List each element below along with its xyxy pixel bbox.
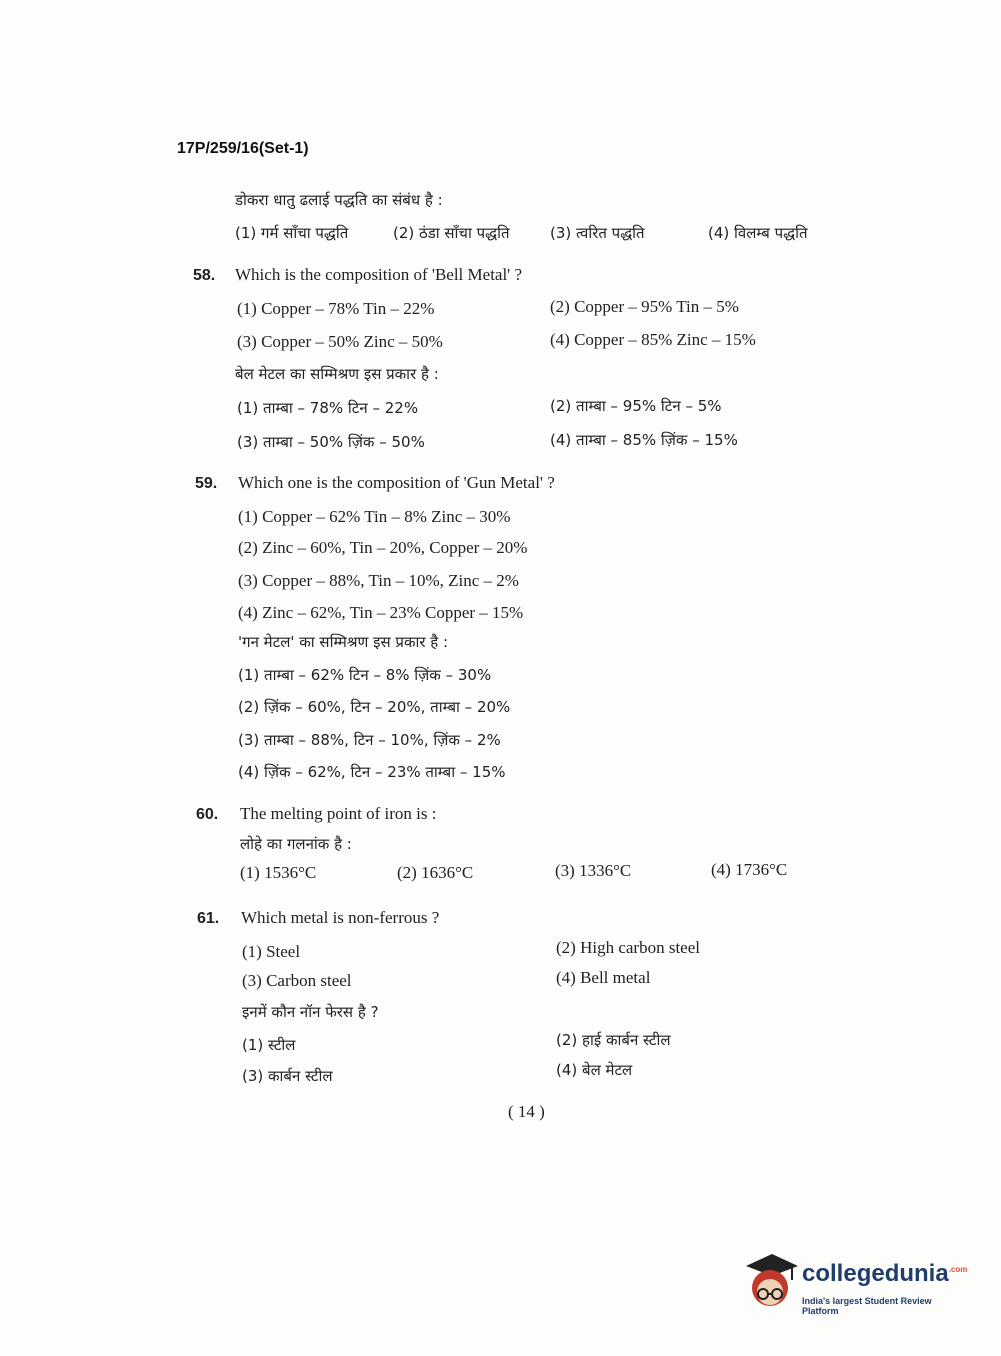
q58-question: Which is the composition of 'Bell Metal' ?: [235, 265, 523, 284]
q61-option-4: (4) Bell metal: [556, 968, 651, 987]
q59-option-3: (3) Copper – 88%, Tin – 10%, Zinc – 2%: [238, 571, 519, 590]
q61-option-3: (3) Carbon steel: [242, 971, 352, 990]
q60-option-2: (2) 1636°C: [397, 863, 474, 882]
q61-option-1: (1) Steel: [242, 942, 301, 961]
logo-wordmark: collegedunia$^{.com}$: [802, 1260, 968, 1287]
q61-hindi-option-4: (4) बेल मेटल: [556, 1061, 633, 1079]
page-number: ( 14 ): [508, 1102, 545, 1121]
collegedunia-logo[interactable]: [742, 1250, 970, 1320]
logo-tagline: India's largest Student Review Platform: [802, 1296, 932, 1316]
q59-option-2: (2) Zinc – 60%, Tin – 20%, Copper – 20%: [238, 538, 528, 557]
q60-option-3: (3) 1336°C: [555, 861, 632, 880]
q57-hindi-option-4: (4) विलम्ब पद्धति: [708, 224, 808, 242]
q57-hindi-option-3: (3) त्वरित पद्धति: [550, 224, 645, 242]
mascot-icon: [742, 1250, 798, 1314]
q58-option-3: (3) Copper – 50% Zinc – 50%: [237, 332, 443, 351]
q59-hindi-option-4: (4) ज़िंक – 62%, टिन – 23% ताम्बा – 15%: [238, 763, 506, 781]
q60-option-1: (1) 1536°C: [240, 863, 317, 882]
q58-option-4: (4) Copper – 85% Zinc – 15%: [550, 330, 756, 349]
q58-option-1: (1) Copper – 78% Tin – 22%: [237, 299, 435, 318]
q58-hindi-option-2: (2) ताम्बा – 95% टिन – 5%: [550, 397, 722, 415]
q60-option-4: (4) 1736°C: [711, 860, 788, 879]
q58-option-2: (2) Copper – 95% Tin – 5%: [550, 297, 739, 316]
q58-hindi-option-3: (3) ताम्बा – 50% ज़िंक – 50%: [237, 433, 425, 451]
q59-hindi-option-1: (1) ताम्बा – 62% टिन – 8% ज़िंक – 30%: [238, 666, 492, 684]
q58-hindi-option-4: (4) ताम्बा – 85% ज़िंक – 15%: [550, 431, 738, 449]
q59-hindi-option-2: (2) ज़िंक – 60%, टिन – 20%, ताम्बा – 20%: [238, 698, 511, 716]
q59-hindi-option-3: (3) ताम्बा – 88%, टिन – 10%, ज़िंक – 2%: [238, 731, 501, 749]
q61-number: 61.: [197, 910, 220, 927]
q61-hindi-option-1: (1) स्टील: [242, 1036, 296, 1054]
q60-number: 60.: [196, 806, 219, 823]
q60-hindi-question: लोहे का गलनांक है :: [240, 835, 352, 853]
q61-option-2: (2) High carbon steel: [556, 938, 700, 957]
q60-question: The melting point of iron is :: [240, 804, 437, 823]
q57-hindi-option-1: (1) गर्म साँचा पद्धति: [235, 224, 349, 242]
q61-hindi-option-3: (3) कार्बन स्टील: [242, 1067, 333, 1085]
q57-hindi-question: डोकरा धातु ढलाई पद्धति का संबंध है :: [235, 191, 443, 209]
q61-question: Which metal is non-ferrous ?: [241, 908, 440, 927]
q59-option-4: (4) Zinc – 62%, Tin – 23% Copper – 15%: [238, 603, 524, 622]
q61-hindi-option-2: (2) हाई कार्बन स्टील: [556, 1031, 671, 1049]
q59-hindi-question: 'गन मेटल' का सम्मिश्रण इस प्रकार है :: [238, 633, 449, 651]
q58-number: 58.: [193, 267, 216, 284]
paper-code: 17P/259/16(Set-1): [177, 140, 309, 157]
q59-question: Which one is the composition of 'Gun Metal' ?: [238, 473, 555, 492]
q58-hindi-question: बेल मेटल का सम्मिश्रण इस प्रकार है :: [235, 365, 439, 383]
q57-hindi-option-2: (2) ठंडा साँचा पद्धति: [393, 224, 510, 242]
q59-number: 59.: [195, 475, 218, 492]
q59-option-1: (1) Copper – 62% Tin – 8% Zinc – 30%: [238, 507, 511, 526]
q61-hindi-question: इनमें कौन नॉन फेरस है ?: [242, 1003, 379, 1021]
q58-hindi-option-1: (1) ताम्बा – 78% टिन – 22%: [237, 399, 419, 417]
